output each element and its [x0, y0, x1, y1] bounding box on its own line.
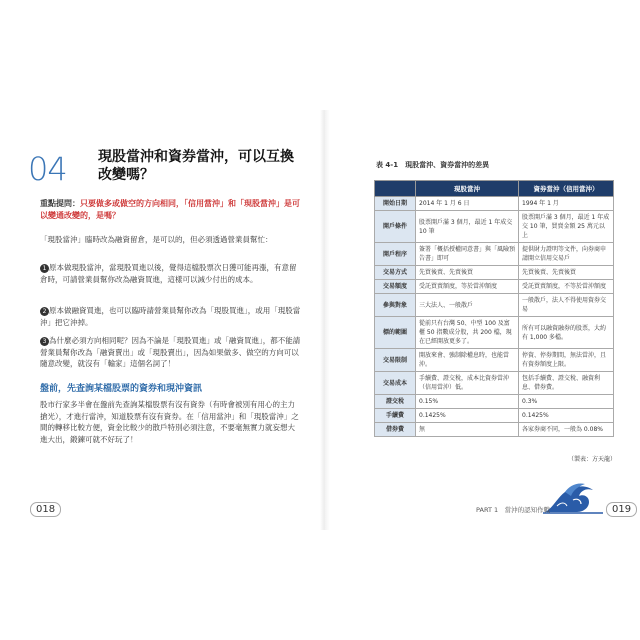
cell-intraday: 無 — [416, 423, 519, 437]
cell-margin: 先買後賣、先賣後買 — [519, 266, 614, 280]
bullet-3: 3 — [40, 337, 49, 346]
table-row — [375, 266, 614, 280]
cell-margin: 受託買賣額度，不等於當沖額度 — [519, 280, 614, 294]
paragraph-3-text: 原本做融資買進，也可以臨時請營業員幫你改為「現股買進」，或用「現股當沖」把它沖掉。 — [40, 306, 301, 327]
paragraph-3 — [40, 305, 302, 328]
cell-margin: 股票開戶滿 3 個月，最近 1 年成交 10 筆，買賣金額 25 萬元以上 — [519, 211, 614, 243]
table-credit: （製表：方天龍） — [568, 456, 617, 463]
cell-intraday: 從前只有台灣 50、中型 100 及富櫃 50 指數成分股，共 200 檔，現在已經開放更多了。 — [416, 317, 519, 349]
bullet-1: 1 — [40, 264, 49, 273]
cell-margin: 包括手續費、證交稅、融資利息、借券費。 — [519, 372, 614, 395]
comparison-table — [374, 180, 614, 437]
page-number-left: 018 — [30, 502, 61, 517]
paragraph-1: 「現股當沖」臨時改為融資留倉，是可以的，但必須透過營業員幫忙： — [40, 235, 273, 244]
cell-margin: 各家券商不同，一般為 0.08% — [519, 423, 614, 437]
table-row — [375, 395, 614, 409]
cell-margin: 停資、停券期間，無法當沖，且有資券額度上限。 — [519, 349, 614, 372]
row-label: 標的範圍 — [375, 317, 416, 349]
row-label: 交易額度 — [375, 280, 416, 294]
paragraph-5: 股市行家多半會在盤前先查詢某檔股票有沒有資券（有時會被別有用心的主力搶光），才進行當沖，知道股票有沒有資券。在「信用當沖」和「現股當沖」之間的轉移比較方便，資金比較少的散戶特別必須注意，不要毫無實力就妄想大進大出，鍛鍊可就不好玩了！ — [40, 400, 299, 444]
cell-margin: 0.1425% — [519, 409, 614, 423]
row-label: 手續費 — [375, 409, 416, 423]
cell-margin: 0.3% — [519, 395, 614, 409]
cell-intraday: 開放來會、強制除權息時，也能當沖。 — [416, 349, 519, 372]
focus-text: 只要做多或做空的方向相同，「信用當沖」和「現股當沖」是可以變通改變的，是嗎？ — [40, 199, 300, 220]
cell-intraday: 先買後賣、先賣後買 — [416, 266, 519, 280]
row-label: 交易限制 — [375, 349, 416, 372]
cell-margin: 1994 年 1 月 — [519, 197, 614, 211]
cell-margin: 所有可以融資融券的股票，大約有 1,000 多檔。 — [519, 317, 614, 349]
cell-intraday: 簽署「概括授權同意書」與「風險預告書」即可 — [416, 243, 519, 266]
cell-intraday: 三大法人、一般散戶 — [416, 294, 519, 317]
cell-intraday: 0.1425% — [416, 409, 519, 423]
section-heading: 盤前，先查詢某檔股票的資券和現沖資訊 — [40, 384, 203, 394]
cell-margin: 一般散戶，法人不得使用資券交易 — [519, 294, 614, 317]
table-row — [375, 294, 614, 317]
row-label: 參與對象 — [375, 294, 416, 317]
running-footer: PART 1 當沖的認知作戰 — [476, 506, 551, 514]
row-label: 開始日期 — [375, 197, 416, 211]
chapter-number: 04 — [28, 150, 67, 188]
row-label: 開戶程序 — [375, 243, 416, 266]
wave-illustration-icon — [543, 478, 603, 514]
row-label: 交易成本 — [375, 372, 416, 395]
table-row — [375, 372, 614, 395]
paragraph-4-text: 為什麼必須方向相同呢？因為不論是「現股買進」或「融資買進」，都不能請營業員幫你改為「融資賣出」或「現股賣出」，因為如果做多、做空的方向可以隨意改變，就沒有「輸家」這個名詞了！ — [40, 336, 301, 368]
bullet-2: 2 — [40, 307, 49, 316]
paragraph-2 — [40, 262, 302, 285]
cell-intraday: 股票開戶滿 3 個月，最近 1 年成交 10 筆 — [416, 211, 519, 243]
focus-label: 重點提問： — [40, 199, 80, 208]
header-cell-2: 資券當沖（信用當沖） — [519, 181, 614, 197]
table-row — [375, 197, 614, 211]
row-label: 交易方式 — [375, 266, 416, 280]
cell-intraday: 受託買賣額度，等於當沖額度 — [416, 280, 519, 294]
gutter — [320, 110, 330, 530]
table-row — [375, 409, 614, 423]
table-row — [375, 317, 614, 349]
table-header-row — [375, 181, 614, 197]
header-cell-1: 現股當沖 — [416, 181, 519, 197]
cell-intraday: 2014 年 1 月 6 日 — [416, 197, 519, 211]
table-row — [375, 280, 614, 294]
table-row — [375, 423, 614, 437]
page-number-right: 019 — [606, 502, 637, 517]
table-caption: 表 4-1 現股當沖、資券當沖的差異 — [376, 161, 490, 169]
row-label: 證交稅 — [375, 395, 416, 409]
chapter-title: 現股當沖和資券當沖，可以互換改變嗎？ — [98, 149, 294, 183]
paragraph-4 — [40, 335, 302, 370]
row-label: 開戶條件 — [375, 211, 416, 243]
cell-margin: 提供財力證明等文件，向券商申請開立信用交易戶 — [519, 243, 614, 266]
row-label: 借券費 — [375, 423, 416, 437]
table-row — [375, 211, 614, 243]
table-row — [375, 243, 614, 266]
focus-question — [40, 198, 302, 222]
table-row — [375, 349, 614, 372]
cell-intraday: 0.15% — [416, 395, 519, 409]
cell-intraday: 手續費、證交稅，成本比資券當沖（信用當沖）低。 — [416, 372, 519, 395]
paragraph-2-text: 原本做現股當沖，當現股買進以後，覺得這檔股票次日獲可能再漲，有意留倉時，可請營業員幫你改為融資買進，這樣可以減少付出的成本。 — [40, 263, 297, 284]
header-cell-0 — [375, 181, 416, 197]
book-spread — [8, 110, 632, 530]
